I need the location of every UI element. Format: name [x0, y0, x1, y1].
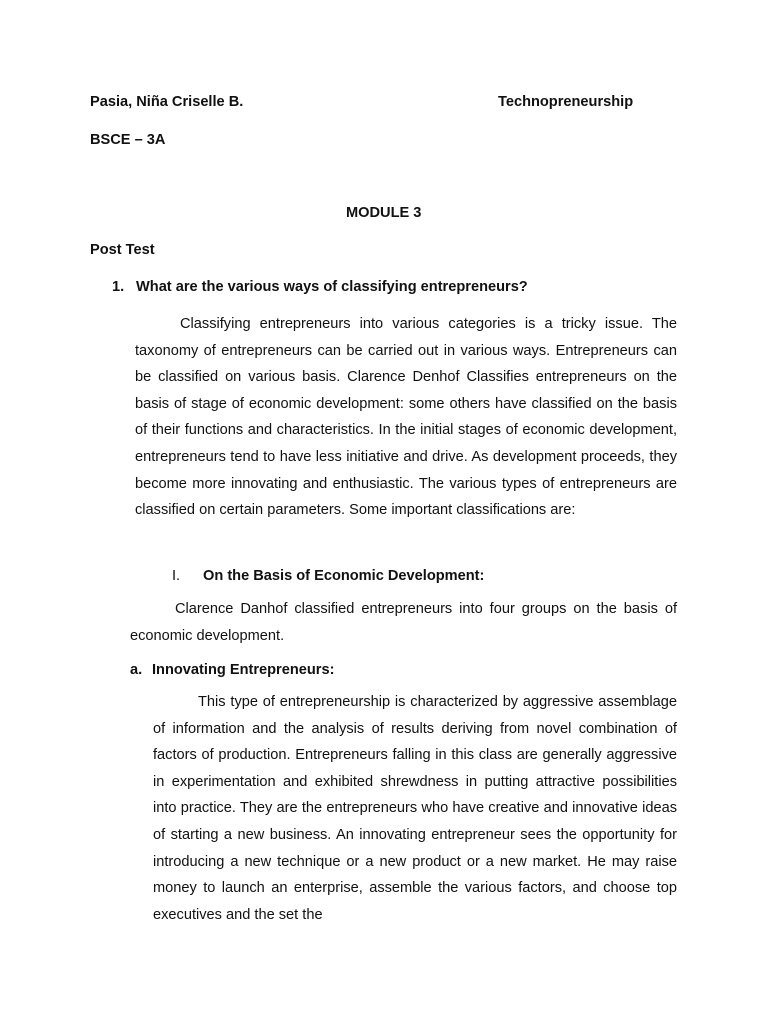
author-name: Pasia, Niña Criselle B. — [90, 94, 244, 110]
section-code: BSCE – 3A — [90, 132, 166, 148]
module-title: MODULE 3 — [346, 205, 422, 221]
answer-paragraph: Classifying entrepreneurs into various categories is a tricky issue. The taxonomy of entrepreneurs can be carried out in various ways. Entrepreneurs can be classified on various basis. Clarence Denhof Classifies entrepreneurs on the basis of stage of economic development: some others have classified on the basis of their functions and characteristics. In the initial stages of economic development, entrepreneurs tend to have less initiative and drive. As development proceeds, they become more innovating and enthusiastic. The various types of entrepreneurs are classified on certain parameters. Some important classifications are: — [135, 316, 677, 519]
subsection-title: Innovating Entrepreneurs: — [152, 662, 335, 678]
subject-name: Technopreneurship — [498, 94, 634, 110]
section-numeral: I. — [172, 568, 181, 584]
subsection-paragraph: This type of entrepreneurship is characterized by aggressive assemblage of information and the analysis of results deriving from novel combination of factors of production. Entrepreneurs falling in this class are generally aggressive in experimentation and exhibited shrewdness in putting attractive possibilities into practice. They are the entrepreneurs who have creative and innovative ideas of starting a new business. An innovating entrepreneur sees the opportunity for introducing a new technique or a new product or a new market. He may raise money to launch an enterprise, assemble the various factors, and choose top executives and the set the — [153, 694, 677, 923]
subsection-letter: a. — [130, 662, 143, 678]
section-title: On the Basis of Economic Development: — [203, 568, 485, 584]
question-number: 1. — [112, 279, 125, 295]
section-paragraph: Clarence Danhof classified entrepreneurs into four groups on the basis of economic development. — [130, 601, 677, 644]
test-label: Post Test — [90, 242, 155, 258]
question-text: What are the various ways of classifying entrepreneurs? — [136, 279, 528, 295]
